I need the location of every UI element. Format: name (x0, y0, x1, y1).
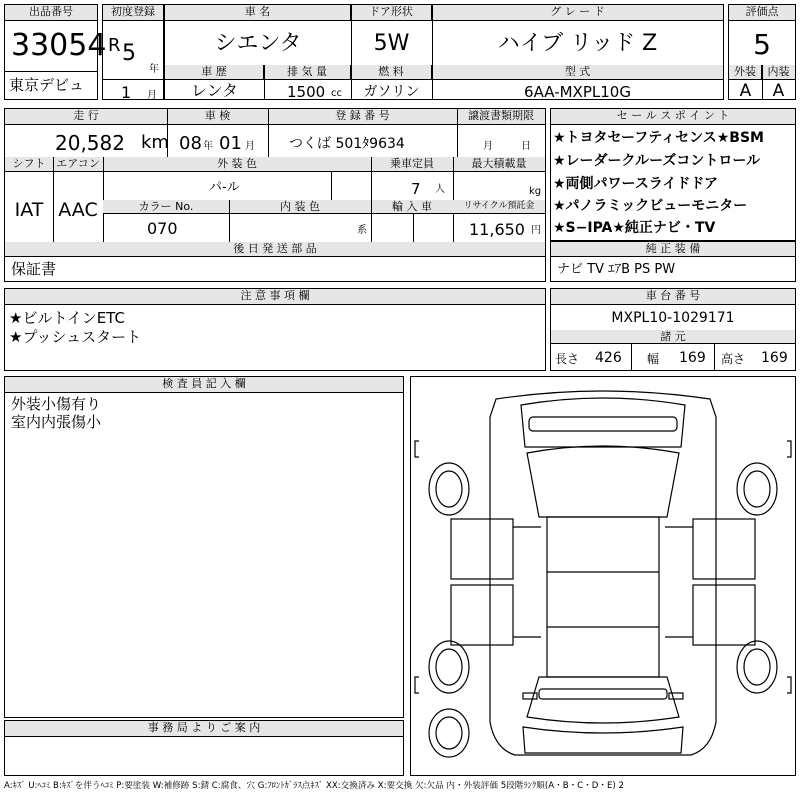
score-box (728, 4, 796, 100)
grade-label: グ レ ー ド (432, 5, 723, 21)
dims-label: 諸 元 (551, 330, 795, 344)
transfer-label: 譲渡書類期限 (457, 109, 545, 125)
car-name: シエンタ (214, 31, 302, 56)
length-label: 長さ (555, 352, 580, 366)
sales-points-box (550, 108, 796, 241)
month-unit: 月 (147, 90, 157, 101)
score: 5 (753, 28, 771, 61)
reg-month: 1 (121, 83, 132, 102)
fuel: ガソリン (363, 84, 420, 100)
recycle-fee: 11,650 (469, 220, 525, 239)
sales-points-label: セ ー ル ス ポ イ ン ト (551, 109, 795, 125)
cc-unit: cc (331, 88, 342, 99)
notes-label: 注 意 事 項 欄 (5, 289, 545, 305)
chassis-label: 車 台 番 号 (551, 289, 795, 305)
length-value: 426 (595, 350, 622, 366)
interior-color-suffix: 系 (357, 225, 367, 236)
interior-label: 内装 (762, 65, 795, 80)
history: レンタ (191, 81, 238, 100)
grade: ハイブ リッド Z (497, 31, 658, 56)
note-1: ★ビルトインETC (9, 309, 125, 327)
transfer-day: 日 (521, 141, 531, 152)
sales-point-4: ★パノラミックビューモニター (553, 198, 748, 214)
sales-point-5: ★S−IPA★純正ナビ・TV (553, 220, 716, 236)
ac-label: エアコン (53, 157, 103, 172)
plate-label: 登 録 番 号 (268, 109, 457, 125)
later-parts: 保証書 (11, 260, 57, 278)
lot-number: 33054 (11, 28, 107, 63)
car-info-box (164, 4, 724, 100)
door-type: 5W (373, 31, 410, 56)
width-label: 幅 (647, 352, 660, 366)
recycle-unit: 円 (531, 225, 541, 236)
office-box (4, 720, 404, 776)
insp-month-unit: 月 (245, 141, 255, 152)
sales-point-1: ★トヨタセーフティセンス★BSM (553, 130, 764, 146)
sales-point-2: ★レーダークルーズコントロール (553, 153, 761, 169)
notes-box (4, 288, 546, 371)
car-diagram-box (410, 376, 796, 776)
note-2: ★プッシュスタート (9, 328, 142, 346)
plate-number: つくば 501ﾀ9634 (289, 136, 405, 152)
capacity: 7 (411, 180, 421, 198)
inspector-label: 検 査 員 記 入 欄 (5, 377, 403, 393)
insp-year-unit: 年 (203, 141, 213, 152)
later-parts-label: 後 日 発 送 部 品 (5, 242, 545, 257)
capacity-unit: 人 (435, 184, 445, 195)
inspector-note-2: 室内内張傷小 (11, 413, 102, 431)
era: R (108, 35, 121, 56)
height-label: 高さ (721, 352, 746, 366)
car-diagram (411, 377, 795, 775)
equipment-value: ナビ TV ｴｱB PS PW (557, 262, 676, 277)
debut-label: 東京デビュ (9, 76, 85, 94)
mileage-label: 走 行 (5, 109, 167, 125)
inspection-label: 車 検 (167, 109, 268, 125)
legend: A:ｷｽﾞ U:ﾍｺﾐ B:ｷｽﾞを伴うﾍｺﾐ P:要塗装 W:補修跡 S:錆 C:腐食、穴 G:ﾌﾛﾝﾄｶﾞﾗｽ点ｷｽﾞ XX:交換済み X:要交換 欠:欠品 内・外装評価 5段階ﾗﾝｸ順(A・B・C・D・E) 2 (4, 781, 624, 791)
spec-box (4, 108, 546, 282)
color-number: 070 (147, 219, 178, 238)
exterior-grade: A (739, 81, 752, 101)
width-value: 169 (679, 350, 706, 366)
inspector-box (4, 376, 404, 718)
history-label: 車 歴 (165, 65, 264, 80)
color-no-label: カラー No. (103, 200, 229, 214)
capacity-label: 乗車定員 (371, 157, 453, 172)
interior-color-label: 内 装 色 (229, 200, 371, 214)
interior-grade: A (772, 81, 785, 101)
model-label: 型 式 (432, 65, 723, 80)
fuel-label: 燃 料 (351, 65, 432, 80)
height-value: 169 (761, 350, 788, 366)
exterior-label: 外装 (729, 65, 762, 80)
exterior-color: パ-ル (209, 180, 240, 195)
chassis-number: MXPL10-1029171 (611, 310, 735, 326)
lot-box (4, 4, 107, 100)
office-label: 事 務 局 よ り ご 案 内 (5, 721, 403, 737)
mileage: 20,582 (55, 131, 125, 155)
inspector-note-1: 外装小傷有り (11, 395, 102, 413)
insp-month: 01 (219, 133, 242, 154)
equipment-box (550, 241, 796, 282)
sales-point-3: ★両側パワースライドドア (553, 176, 719, 192)
load-label: 最大積載量 (453, 157, 545, 172)
first-registration-box (102, 4, 164, 100)
first-reg-label: 初度登録 (103, 5, 163, 21)
door-label: ドア形状 (351, 5, 432, 21)
ac: AAC (58, 199, 98, 221)
km-unit: km (141, 132, 169, 153)
transfer-month: 月 (483, 141, 493, 152)
year-unit: 年 (149, 64, 159, 75)
chassis-box (550, 288, 796, 371)
import-label: 輸 入 車 (371, 200, 453, 214)
model-code: 6AA-MXPL10G (524, 83, 631, 101)
insp-year: 08 (179, 133, 202, 154)
lot-label: 出品番号 (5, 5, 97, 21)
load-unit: kg (529, 186, 542, 197)
score-label: 評価点 (729, 5, 795, 21)
displacement-label: 排 気 量 (264, 65, 351, 80)
car-name-label: 車 名 (165, 5, 351, 21)
shift-label: シフト (5, 157, 53, 172)
equipment-label: 純 正 装 備 (551, 242, 795, 257)
reg-year: 5 (122, 41, 136, 66)
color-label: 外 装 色 (103, 157, 371, 172)
displacement: 1500 (287, 83, 326, 101)
recycle-label: リサイクル預託金 (453, 200, 545, 214)
shift: IAT (14, 199, 44, 221)
